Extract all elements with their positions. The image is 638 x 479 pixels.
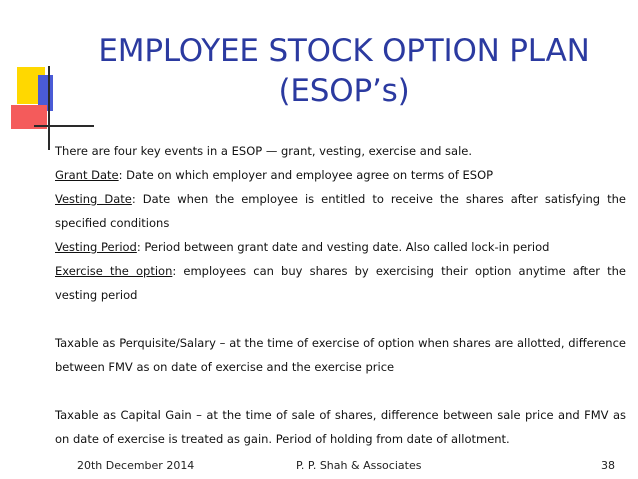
footer-organization: P. P. Shah & Associates xyxy=(296,459,422,472)
definition-separator: : xyxy=(136,240,145,254)
definition-text: Period between grant date and vesting date. Also called lock-in period xyxy=(144,240,550,254)
definition-separator: : xyxy=(131,192,143,206)
paragraph-spacer xyxy=(55,379,626,403)
paragraph-spacer xyxy=(55,307,626,331)
definition-separator: : xyxy=(118,168,127,182)
definition-text: employees can buy shares by exercising their option anytime after the vesting period xyxy=(55,264,627,302)
taxable-capital-gain-text: Taxable as Capital Gain – at the time of sale of shares, difference between sale price and FMV as on date of exercise is treated as gain. Period of holding from date of allotment. xyxy=(55,408,626,446)
definition-term: Vesting Date xyxy=(55,192,132,206)
definition-term: Exercise the option xyxy=(55,264,173,278)
footer-date: 20th December 2014 xyxy=(77,459,195,472)
vertical-line-shape xyxy=(48,66,50,150)
title-line-2: (ESOP’s) xyxy=(278,73,410,109)
definition-separator: : xyxy=(172,264,184,278)
definition-term: Vesting Period xyxy=(55,240,137,254)
definition-exercise-the-option xyxy=(55,259,626,307)
definition-grant-date xyxy=(55,163,626,187)
definition-vesting-period xyxy=(55,235,626,259)
title-line-1: EMPLOYEE STOCK OPTION PLAN xyxy=(98,33,590,69)
horizontal-line-shape xyxy=(34,125,94,127)
slide-body xyxy=(55,139,626,451)
footer-page-number: 38 xyxy=(601,459,615,472)
taxable-perquisite-text: Taxable as Perquisite/Salary – at the time of exercise of option when shares are allotted, difference between FMV as on date of exercise and the exercise price xyxy=(55,336,626,374)
definition-text: Date on which employer and employee agree on terms of ESOP xyxy=(126,168,494,182)
definition-term: Grant Date xyxy=(55,168,119,182)
definition-vesting-date xyxy=(55,187,626,235)
definition-text: Date when the employee is entitled to receive the shares after satisfying the specified conditions xyxy=(55,192,626,230)
intro-text: There are four key events in a ESOP — grant, vesting, exercise and sale. xyxy=(55,144,473,158)
slide-title xyxy=(60,31,628,111)
